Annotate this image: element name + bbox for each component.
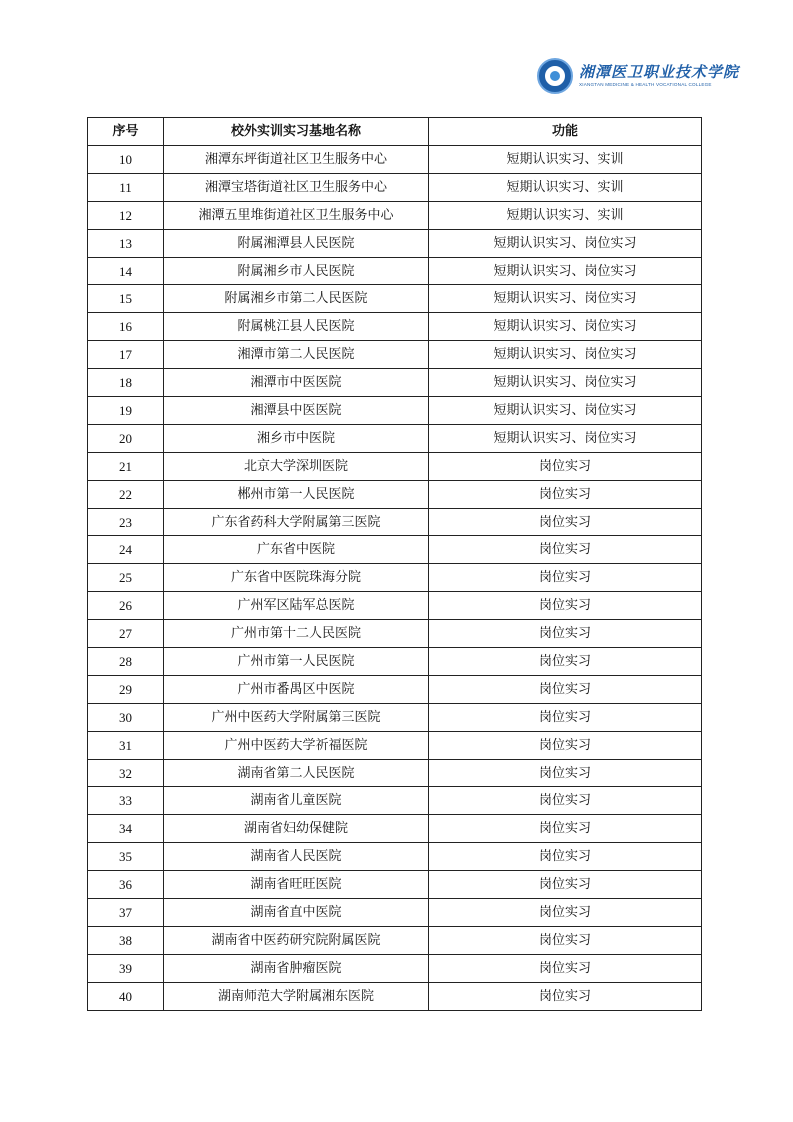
base-name-cell: 湖南省第二人民医院 bbox=[164, 759, 429, 787]
function-cell: 岗位实习 bbox=[429, 564, 702, 592]
table-row bbox=[88, 397, 702, 425]
table-row bbox=[88, 452, 702, 480]
table-row bbox=[88, 285, 702, 313]
function-cell: 岗位实习 bbox=[429, 452, 702, 480]
serial-cell: 30 bbox=[88, 703, 164, 731]
college-logo bbox=[537, 58, 740, 94]
function-cell: 岗位实习 bbox=[429, 648, 702, 676]
serial-cell: 17 bbox=[88, 341, 164, 369]
table-row bbox=[88, 926, 702, 954]
serial-cell: 27 bbox=[88, 620, 164, 648]
base-name-cell: 广州中医药大学附属第三医院 bbox=[164, 703, 429, 731]
table-row bbox=[88, 648, 702, 676]
function-cell: 岗位实习 bbox=[429, 536, 702, 564]
serial-cell: 25 bbox=[88, 564, 164, 592]
base-name-cell: 广州中医药大学祈福医院 bbox=[164, 731, 429, 759]
function-cell: 岗位实习 bbox=[429, 926, 702, 954]
base-name-cell: 湘潭县中医医院 bbox=[164, 397, 429, 425]
base-name-cell: 北京大学深圳医院 bbox=[164, 452, 429, 480]
base-name-cell: 广东省中医院珠海分院 bbox=[164, 564, 429, 592]
function-cell: 短期认识实习、实训 bbox=[429, 201, 702, 229]
serial-cell: 13 bbox=[88, 229, 164, 257]
base-name-cell: 湘潭市第二人民医院 bbox=[164, 341, 429, 369]
base-name-cell: 湘潭宝塔街道社区卫生服务中心 bbox=[164, 173, 429, 201]
function-cell: 短期认识实习、实训 bbox=[429, 173, 702, 201]
base-name-cell: 附属桃江县人民医院 bbox=[164, 313, 429, 341]
table-row bbox=[88, 480, 702, 508]
base-name-cell: 郴州市第一人民医院 bbox=[164, 480, 429, 508]
function-cell: 短期认识实习、岗位实习 bbox=[429, 341, 702, 369]
table-row bbox=[88, 564, 702, 592]
college-seal-icon bbox=[537, 58, 573, 94]
table-row bbox=[88, 369, 702, 397]
serial-cell: 21 bbox=[88, 452, 164, 480]
table-body bbox=[88, 146, 702, 1011]
base-name-cell: 湖南省妇幼保健院 bbox=[164, 815, 429, 843]
base-name-cell: 广东省药科大学附属第三医院 bbox=[164, 508, 429, 536]
table-row bbox=[88, 173, 702, 201]
serial-cell: 37 bbox=[88, 899, 164, 927]
function-cell: 岗位实习 bbox=[429, 620, 702, 648]
serial-cell: 32 bbox=[88, 759, 164, 787]
table-row bbox=[88, 201, 702, 229]
table-row bbox=[88, 508, 702, 536]
serial-cell: 36 bbox=[88, 871, 164, 899]
table-row bbox=[88, 592, 702, 620]
function-cell: 岗位实习 bbox=[429, 954, 702, 982]
function-cell: 岗位实习 bbox=[429, 815, 702, 843]
table-row bbox=[88, 146, 702, 174]
table-row bbox=[88, 731, 702, 759]
serial-cell: 19 bbox=[88, 397, 164, 425]
base-name-cell: 湖南省直中医院 bbox=[164, 899, 429, 927]
function-cell: 岗位实习 bbox=[429, 703, 702, 731]
function-cell: 岗位实习 bbox=[429, 675, 702, 703]
base-name-cell: 湘潭市中医医院 bbox=[164, 369, 429, 397]
function-cell: 短期认识实习、岗位实习 bbox=[429, 285, 702, 313]
serial-cell: 16 bbox=[88, 313, 164, 341]
base-name-cell: 广州军区陆军总医院 bbox=[164, 592, 429, 620]
college-name-en: XIANGTAN MEDICINE & HEALTH VOCATIONAL COLLEGE bbox=[579, 81, 712, 87]
serial-cell: 23 bbox=[88, 508, 164, 536]
function-cell: 短期认识实习、岗位实习 bbox=[429, 369, 702, 397]
table-row bbox=[88, 787, 702, 815]
column-header-base-name: 校外实训实习基地名称 bbox=[164, 118, 429, 146]
function-cell: 岗位实习 bbox=[429, 982, 702, 1010]
serial-cell: 33 bbox=[88, 787, 164, 815]
base-name-cell: 湖南省肿瘤医院 bbox=[164, 954, 429, 982]
internship-base-table bbox=[87, 117, 702, 1011]
table-row bbox=[88, 759, 702, 787]
function-cell: 短期认识实习、实训 bbox=[429, 146, 702, 174]
serial-cell: 28 bbox=[88, 648, 164, 676]
function-cell: 短期认识实习、岗位实习 bbox=[429, 424, 702, 452]
function-cell: 岗位实习 bbox=[429, 480, 702, 508]
column-header-function: 功能 bbox=[429, 118, 702, 146]
base-name-cell: 附属湘乡市第二人民医院 bbox=[164, 285, 429, 313]
serial-cell: 22 bbox=[88, 480, 164, 508]
table-row bbox=[88, 620, 702, 648]
table-row bbox=[88, 536, 702, 564]
function-cell: 岗位实习 bbox=[429, 787, 702, 815]
function-cell: 短期认识实习、岗位实习 bbox=[429, 397, 702, 425]
serial-cell: 26 bbox=[88, 592, 164, 620]
serial-cell: 15 bbox=[88, 285, 164, 313]
base-name-cell: 广东省中医院 bbox=[164, 536, 429, 564]
table-row bbox=[88, 229, 702, 257]
function-cell: 岗位实习 bbox=[429, 871, 702, 899]
base-name-cell: 附属湘乡市人民医院 bbox=[164, 257, 429, 285]
function-cell: 岗位实习 bbox=[429, 843, 702, 871]
serial-cell: 10 bbox=[88, 146, 164, 174]
serial-cell: 34 bbox=[88, 815, 164, 843]
serial-cell: 12 bbox=[88, 201, 164, 229]
table-row bbox=[88, 257, 702, 285]
serial-cell: 24 bbox=[88, 536, 164, 564]
function-cell: 岗位实习 bbox=[429, 592, 702, 620]
college-name-cn: 湘潭医卫职业技术学院 bbox=[579, 62, 740, 81]
table-header-row bbox=[88, 118, 702, 146]
table-row bbox=[88, 341, 702, 369]
table-row bbox=[88, 982, 702, 1010]
table-row bbox=[88, 703, 702, 731]
base-name-cell: 湘乡市中医院 bbox=[164, 424, 429, 452]
base-name-cell: 湖南师范大学附属湘东医院 bbox=[164, 982, 429, 1010]
base-name-cell: 湖南省中医药研究院附属医院 bbox=[164, 926, 429, 954]
column-header-serial: 序号 bbox=[88, 118, 164, 146]
base-name-cell: 湖南省人民医院 bbox=[164, 843, 429, 871]
serial-cell: 18 bbox=[88, 369, 164, 397]
table-row bbox=[88, 899, 702, 927]
function-cell: 岗位实习 bbox=[429, 731, 702, 759]
base-name-cell: 广州市第一人民医院 bbox=[164, 648, 429, 676]
base-name-cell: 湖南省儿童医院 bbox=[164, 787, 429, 815]
base-name-cell: 湖南省旺旺医院 bbox=[164, 871, 429, 899]
base-name-cell: 湘潭东坪街道社区卫生服务中心 bbox=[164, 146, 429, 174]
serial-cell: 29 bbox=[88, 675, 164, 703]
serial-cell: 20 bbox=[88, 424, 164, 452]
serial-cell: 38 bbox=[88, 926, 164, 954]
function-cell: 短期认识实习、岗位实习 bbox=[429, 313, 702, 341]
base-name-cell: 湘潭五里堆街道社区卫生服务中心 bbox=[164, 201, 429, 229]
base-name-cell: 广州市第十二人民医院 bbox=[164, 620, 429, 648]
function-cell: 岗位实习 bbox=[429, 508, 702, 536]
table-row bbox=[88, 675, 702, 703]
function-cell: 岗位实习 bbox=[429, 759, 702, 787]
function-cell: 岗位实习 bbox=[429, 899, 702, 927]
table-row bbox=[88, 313, 702, 341]
table-row bbox=[88, 954, 702, 982]
serial-cell: 39 bbox=[88, 954, 164, 982]
serial-cell: 14 bbox=[88, 257, 164, 285]
table-row bbox=[88, 843, 702, 871]
table-row bbox=[88, 871, 702, 899]
serial-cell: 35 bbox=[88, 843, 164, 871]
internship-base-table-container bbox=[87, 117, 701, 1011]
function-cell: 短期认识实习、岗位实习 bbox=[429, 257, 702, 285]
function-cell: 短期认识实习、岗位实习 bbox=[429, 229, 702, 257]
base-name-cell: 附属湘潭县人民医院 bbox=[164, 229, 429, 257]
college-logo-text bbox=[579, 62, 740, 88]
serial-cell: 31 bbox=[88, 731, 164, 759]
base-name-cell: 广州市番禺区中医院 bbox=[164, 675, 429, 703]
table-row bbox=[88, 424, 702, 452]
serial-cell: 40 bbox=[88, 982, 164, 1010]
table-row bbox=[88, 815, 702, 843]
serial-cell: 11 bbox=[88, 173, 164, 201]
